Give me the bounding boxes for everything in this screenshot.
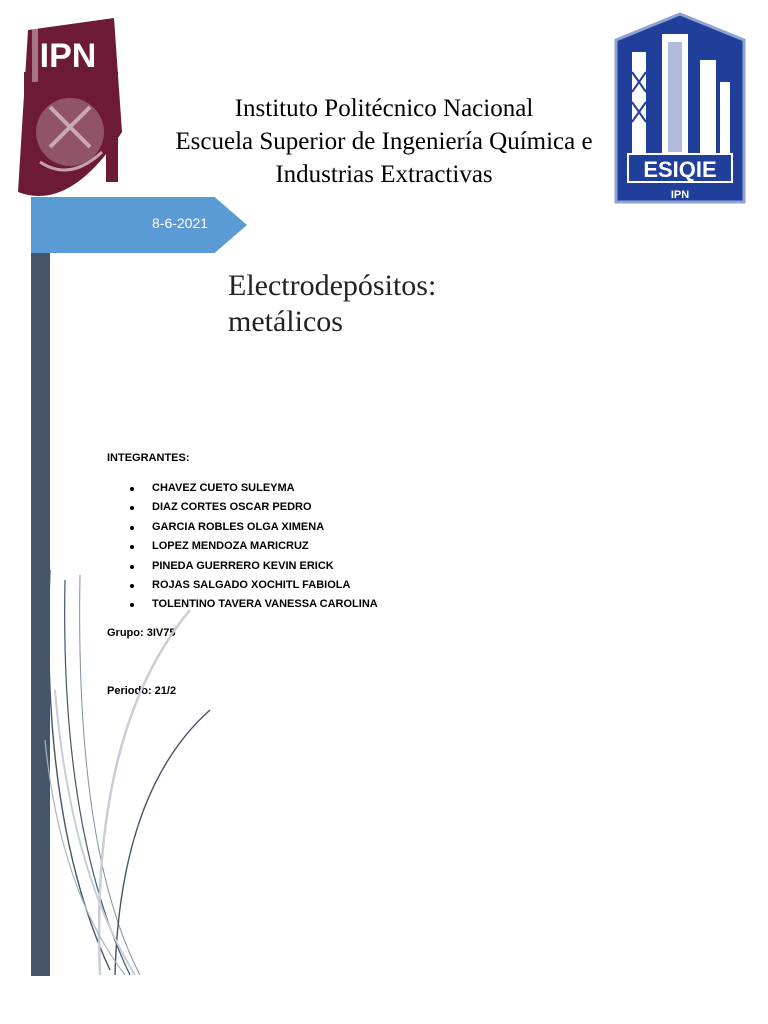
decorative-swooshes	[40, 570, 240, 990]
institution-header	[130, 92, 638, 191]
document-title	[228, 268, 436, 340]
member-item: LOPEZ MENDOZA MARICRUZ	[107, 537, 378, 556]
ipn-logo	[10, 12, 128, 210]
school-name-line2: Industrias Extractivas	[275, 161, 493, 188]
svg-text:ESIQIE: ESIQIE	[643, 157, 717, 182]
member-item: CHAVEZ CUETO SULEYMA	[107, 479, 378, 498]
group-field: Grupo: 3IV75	[107, 627, 176, 639]
title-line2: metálicos	[228, 305, 343, 338]
date-banner	[31, 197, 247, 253]
title-line1: Electrodepósitos:	[228, 269, 437, 302]
member-item: PINEDA GUERRERO KEVIN ERICK	[107, 557, 378, 576]
period-field: Periodo: 21/2	[107, 685, 177, 697]
member-item: DIAZ CORTES OSCAR PEDRO	[107, 498, 378, 517]
date-text: 8-6-2021	[152, 215, 209, 231]
institution-name: Instituto Politécnico Nacional	[234, 95, 534, 122]
member-item: GARCIA ROBLES OLGA XIMENA	[107, 518, 378, 537]
svg-text:IPN: IPN	[670, 189, 690, 201]
school-name-line1: Escuela Superior de Ingeniería Química e	[175, 128, 593, 155]
svg-text:IPN: IPN	[39, 37, 97, 75]
member-item: TOLENTINO TAVERA VANESSA CAROLINA	[107, 595, 378, 614]
members-label: INTEGRANTES:	[107, 452, 190, 464]
member-item: ROJAS SALGADO XOCHITL FABIOLA	[107, 576, 378, 595]
